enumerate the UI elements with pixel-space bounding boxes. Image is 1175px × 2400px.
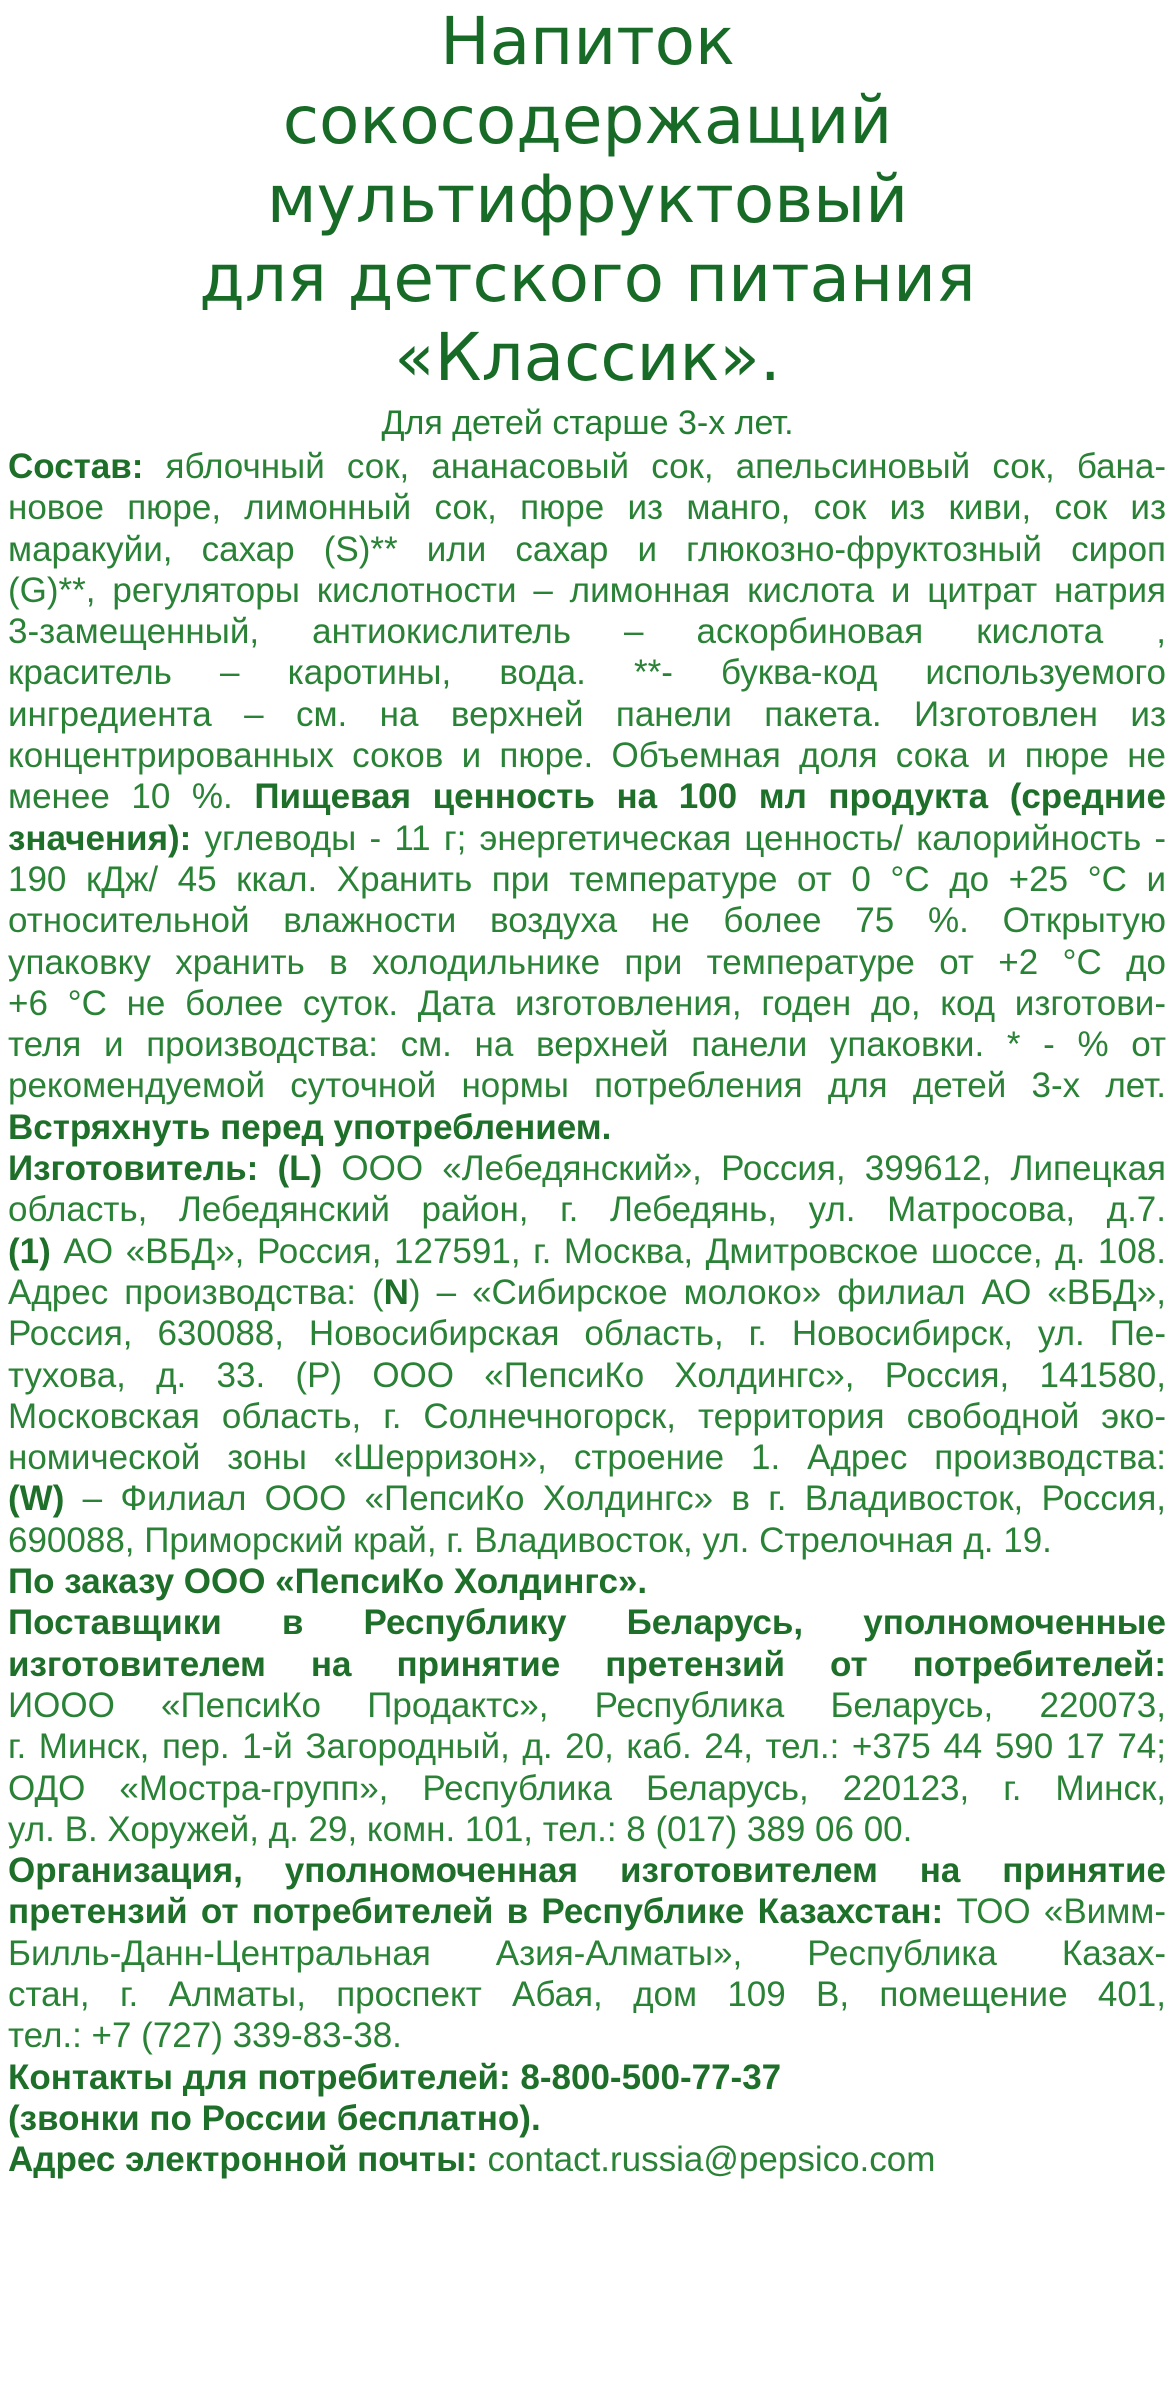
text-line	[8, 735, 1166, 776]
bold-text: N	[383, 1272, 409, 1312]
bold-text: (1)	[8, 1231, 51, 1271]
bold-text: Встряхнуть перед употреблением.	[8, 1107, 612, 1147]
text-line	[8, 2057, 1166, 2098]
bold-text: Организация, уполномоченная изготовителем на принятие	[8, 1851, 1166, 1891]
text-line	[8, 1437, 1166, 1478]
text-line	[8, 818, 1166, 859]
text-fragment: 3-замещенный, антиокислитель – аскорбиновая кислота ,	[8, 612, 1166, 652]
text-fragment: contact.russia@pepsico.com	[477, 2140, 936, 2180]
text-line	[8, 859, 1166, 900]
text-line	[8, 2015, 1166, 2056]
text-fragment: новое пюре, лимонный сок, пюре из манго, сок из киви, сок из	[8, 488, 1166, 528]
text-line	[8, 1891, 1166, 1932]
text-fragment: стан, г. Алматы, проспект Абая, дом 109 В, помещение 401,	[8, 1974, 1166, 2014]
text-line	[8, 983, 1166, 1024]
title-line: Напиток	[440, 3, 735, 80]
text-line	[8, 1313, 1166, 1354]
product-title	[0, 0, 1175, 397]
text-line	[8, 1396, 1166, 1437]
text-line	[8, 1768, 1166, 1809]
text-fragment: яблочный сок, ананасовый сок, апельсиновый сок, бана-	[143, 447, 1166, 486]
age-note: Для детей старше 3-х лет.	[381, 404, 794, 442]
bold-text: (W)	[8, 1479, 65, 1519]
text-fragment: +6 °С не более суток. Дата изготовления, годен до, код изготови-	[8, 983, 1166, 1023]
text-line	[8, 611, 1166, 652]
text-fragment: 690088, Приморский край, г. Владивосток, ул. Стрелочная д. 19.	[8, 1520, 1052, 1560]
text-fragment: рекомендуемой суточной нормы потребления для детей 3-х лет.	[8, 1066, 1166, 1106]
text-fragment: ИООО «ПепсиКо Продактс», Республика Беларусь, 220073,	[8, 1685, 1166, 1725]
bold-text: Изготовитель: (L)	[8, 1149, 323, 1189]
text-line	[8, 1355, 1166, 1396]
text-fragment: ООО «Лебедянский», Россия, 399612, Липецкая	[322, 1149, 1166, 1189]
text-fragment: тухова, д. 33. (Р) ООО «ПепсиКо Холдингс», Россия, 141580,	[8, 1355, 1166, 1395]
text-line	[8, 900, 1166, 941]
text-fragment: (G)**, регуляторы кислотности – лимонная кислота и цитрат натрия	[8, 570, 1166, 610]
text-line	[8, 1107, 1166, 1148]
text-line	[8, 776, 1166, 817]
text-fragment: тел.: +7 (727) 339-83-38.	[8, 2016, 402, 2056]
text-fragment: 190 кДж/ 45 ккал. Хранить при температуре от 0 °С до +25 °С и	[8, 859, 1166, 899]
text-fragment: теля и производства: см. на верхней панели упаковки. * - % от	[8, 1025, 1166, 1065]
text-line	[8, 446, 1166, 487]
text-fragment: область, Лебедянский район, г. Лебедянь, ул. Матросова, д.7.	[8, 1190, 1166, 1230]
text-line	[8, 1189, 1166, 1230]
text-fragment: ) – «Сибирское молоко» филиал АО «ВБД»,	[408, 1272, 1166, 1312]
text-line	[8, 529, 1166, 570]
title-line: сокосодержащий	[282, 82, 893, 159]
text-line	[8, 652, 1166, 693]
text-fragment: Билль-Данн-Центральная Азия-Алматы», Республика Казах-	[8, 1933, 1166, 1973]
bold-text: Контакты для потребителей: 8-800-500-77-37	[8, 2057, 782, 2097]
text-line	[8, 694, 1166, 735]
text-line	[8, 1148, 1166, 1189]
text-fragment: относительной влажности воздуха не более 75 %. Открытую	[8, 901, 1166, 941]
text-fragment: г. Минск, пер. 1-й Загородный, д. 20, каб. 24, тел.: +375 44 590 17 74;	[8, 1727, 1166, 1767]
bold-text: Состав:	[8, 447, 144, 486]
text-line	[8, 1602, 1166, 1643]
text-line	[8, 1685, 1166, 1726]
text-line	[8, 487, 1166, 528]
text-line	[8, 1231, 1166, 1272]
text-line	[8, 2139, 1166, 2180]
text-fragment: концентрированных соков и пюре. Объемная доля сока и пюре не	[8, 736, 1166, 776]
bold-text: (звонки по России бесплатно).	[8, 2098, 541, 2138]
text-fragment: менее 10 %.	[8, 777, 255, 817]
text-line	[8, 942, 1166, 983]
text-fragment: маракуйи, сахар (S)** или сахар и глюкозно-фруктозный сироп	[8, 529, 1166, 569]
text-fragment: краситель – каротины, вода. **- буква-код используемого	[8, 653, 1166, 693]
title-line: для детского питания	[199, 240, 976, 317]
text-line	[8, 1272, 1166, 1313]
text-fragment: ОДО «Мостра-групп», Республика Беларусь, 220123, г. Минск,	[8, 1768, 1166, 1808]
text-line	[8, 1520, 1166, 1561]
text-fragment: углеводы - 11 г; энергетическая ценность/ калорийность -	[191, 818, 1166, 858]
bold-text: Поставщики в Республику Беларусь, уполномоченные	[8, 1603, 1166, 1643]
text-line	[8, 1478, 1166, 1519]
title-line: «Классик».	[394, 319, 781, 396]
bold-text: Адрес электронной почты:	[8, 2140, 478, 2180]
text-line	[8, 570, 1166, 611]
bold-text: По заказу ООО «ПепсиКо Холдингс».	[8, 1562, 648, 1602]
bold-text: изготовителем на принятие претензий от потребителей:	[8, 1644, 1166, 1684]
bold-text: претензий от потребителей в Республике Казахстан:	[8, 1892, 944, 1932]
text-fragment: ТОО «Вимм-	[943, 1892, 1166, 1932]
text-line	[8, 1726, 1166, 1767]
text-line	[8, 1974, 1166, 2015]
text-fragment: – Филиал ООО «ПепсиКо Холдингс» в г. Владивосток, Россия,	[64, 1479, 1166, 1519]
label-body-text	[8, 446, 1166, 2180]
text-line	[8, 1809, 1166, 1850]
title-line: мультифруктовый	[266, 161, 909, 238]
text-line	[8, 1065, 1166, 1106]
bold-text: значения):	[8, 818, 192, 858]
text-fragment: ингредиента – см. на верхней панели пакета. Изготовлен из	[8, 694, 1166, 734]
text-fragment: Россия, 630088, Новосибирская область, г. Новосибирск, ул. Пе-	[8, 1314, 1166, 1354]
bold-text: Пищевая ценность на 100 мл продукта (средние	[254, 777, 1166, 817]
text-line	[8, 1561, 1166, 1602]
text-line	[8, 2098, 1166, 2139]
text-fragment: упаковку хранить в холодильнике при температуре от +2 °С до	[8, 942, 1166, 982]
text-line	[8, 1850, 1166, 1891]
text-line	[8, 1024, 1166, 1065]
text-fragment: Адрес производства: (	[8, 1272, 384, 1312]
text-fragment: номической зоны «Шерризон», строение 1. Адрес производства:	[8, 1438, 1166, 1478]
text-line	[8, 1933, 1166, 1974]
text-fragment: АО «ВБД», Россия, 127591, г. Москва, Дмитровское шоссе, д. 108.	[50, 1231, 1166, 1271]
text-fragment: Московская область, г. Солнечногорск, территория свободной эко-	[8, 1396, 1166, 1436]
text-line	[8, 1644, 1166, 1685]
text-fragment: ул. В. Хоружей, д. 29, комн. 101, тел.: 8 (017) 389 06 00.	[8, 1809, 913, 1849]
